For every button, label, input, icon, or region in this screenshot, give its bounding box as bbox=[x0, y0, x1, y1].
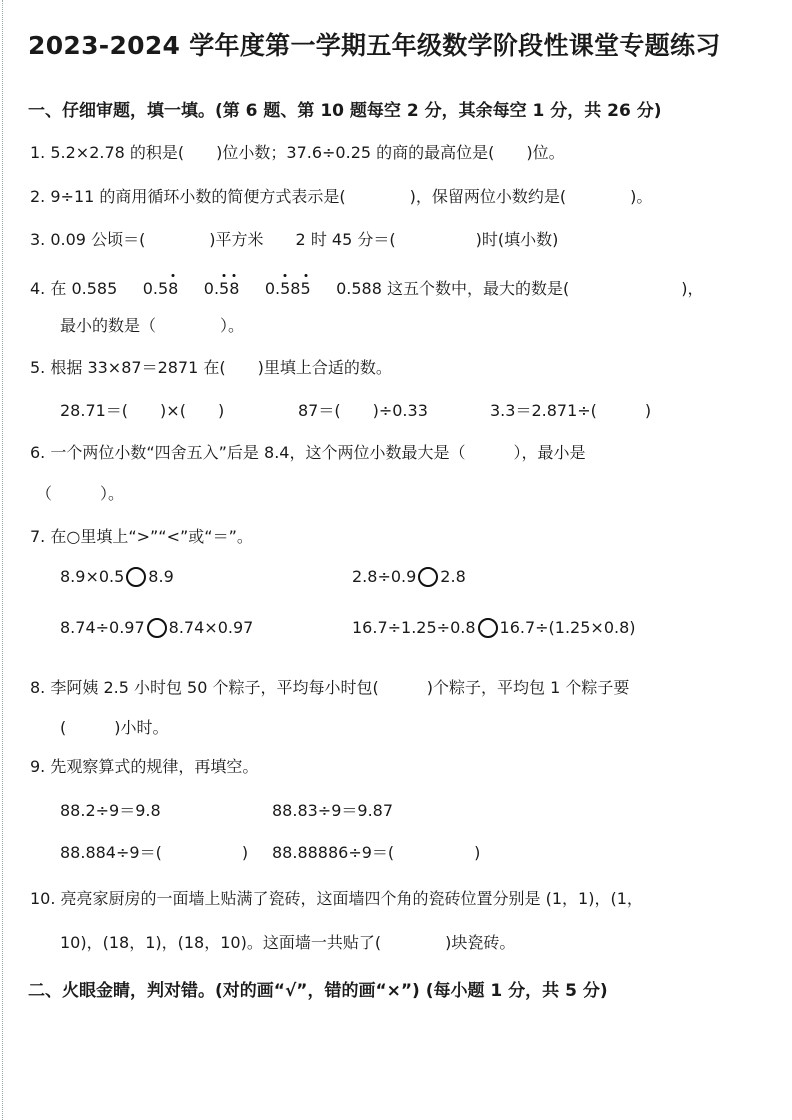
section-1-header: 一、仔细审题，填一填。(第 6 题、第 10 题每空 2 分，其余每空 1 分，共 26 分) bbox=[28, 101, 662, 121]
question-7-b: 2.8÷0.9 2.8 bbox=[352, 567, 466, 586]
question-9-b: 88.83÷9＝9.87 bbox=[272, 801, 394, 820]
question-4-number-3: 0.58 bbox=[203, 279, 240, 298]
question-5: 5. 根据 33×87＝2871 在( )里填上合适的数。 bbox=[30, 358, 392, 377]
question-9-c: 88.884÷9＝( ) bbox=[60, 843, 249, 862]
question-9-d: 88.88886÷9＝( ) bbox=[272, 843, 481, 862]
question-4-number-4: 0.585 bbox=[264, 279, 311, 298]
question-6-line-2: （ ）。 bbox=[36, 484, 125, 503]
compare-circle[interactable] bbox=[418, 567, 438, 587]
question-7-a: 8.9×0.5 8.9 bbox=[60, 567, 174, 586]
margin-rule bbox=[2, 0, 4, 1120]
question-8-line-2: ( )小时。 bbox=[60, 718, 169, 737]
question-9-a: 88.2÷9＝9.8 bbox=[60, 801, 161, 820]
question-5-c: 3.3＝2.871÷( ) bbox=[490, 401, 652, 420]
question-9: 9. 先观察算式的规律，再填空。 bbox=[30, 757, 259, 776]
question-10: 10. 亮亮家厨房的一面墙上贴满了瓷砖，这面墙四个角的瓷砖位置分别是 (1，1)，(1， bbox=[30, 889, 643, 908]
question-7-d: 16.7÷1.25÷0.8 16.7÷(1.25×0.8) bbox=[352, 618, 636, 637]
question-4-number-2: 0.58 bbox=[142, 279, 179, 298]
section-2-header: 二、火眼金睛，判对错。(对的画“√”，错的画“×”) (每小题 1 分，共 5 分) bbox=[28, 981, 608, 1001]
question-3: 3. 0.09 公顷＝( )平方米 2 时 45 分＝( )时(填小数) bbox=[30, 230, 559, 249]
question-2: 2. 9÷11 的商用循环小数的简便方式表示是( )，保留两位小数约是( )。 bbox=[30, 187, 653, 206]
question-6: 6. 一个两位小数“四舍五入”后是 8.4，这个两位小数最大是（ ），最小是 bbox=[30, 443, 586, 462]
question-8: 8. 李阿姨 2.5 小时包 50 个粽子，平均每小时包( )个粽子，平均包 1 个粽子要 bbox=[30, 678, 630, 697]
compare-circle[interactable] bbox=[126, 567, 146, 587]
question-1: 1. 5.2×2.78 的积是( )位小数；37.6÷0.25 的商的最高位是( )位。 bbox=[30, 143, 565, 162]
question-5-a: 28.71＝( )×( ) bbox=[60, 401, 225, 420]
question-5-b: 87＝( )÷0.33 bbox=[298, 401, 428, 420]
question-7: 7. 在○里填上“>”“<”或“＝”。 bbox=[30, 527, 253, 546]
question-4-suffix: 0.588 这五个数中，最大的数是( )， bbox=[336, 279, 704, 298]
question-10-line-2: 10)，(18，1)，(18，10)。这面墙一共贴了( )块瓷砖。 bbox=[60, 933, 516, 952]
compare-circle[interactable] bbox=[478, 618, 498, 638]
compare-circle[interactable] bbox=[147, 618, 167, 638]
page-title: 2023-2024 学年度第一学期五年级数学阶段性课堂专题练习 bbox=[28, 31, 721, 60]
question-7-c: 8.74÷0.97 8.74×0.97 bbox=[60, 618, 254, 637]
question-4-prefix: 4. 在 0.585 bbox=[30, 279, 118, 298]
question-4-line-2: 最小的数是（ ）。 bbox=[60, 316, 245, 335]
question-4 bbox=[30, 276, 704, 299]
